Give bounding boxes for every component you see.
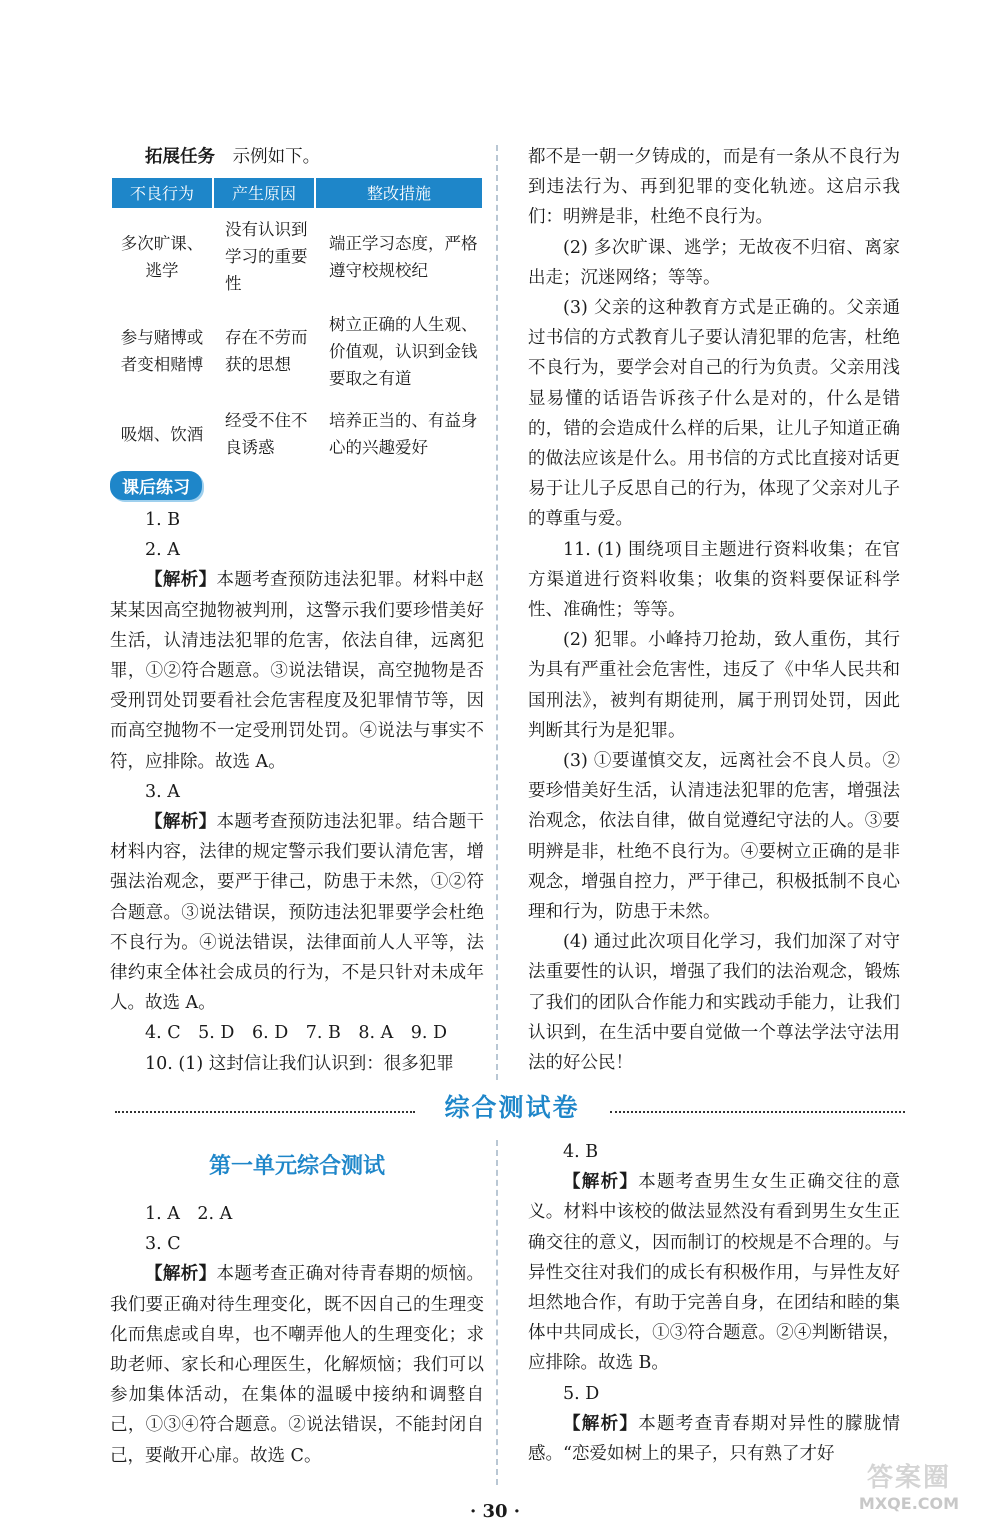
answer-paragraph: (4) 通过此次项目化学习，我们加深了对守法重要性的认识，增强了我们的法治观念，锻炼了我们的团队合作能力和实践动手能力，让我们认识到，在生活中要自觉做一个尊法学法守法用法的好公民！: [528, 932, 900, 1074]
analysis-label: 【解析】: [145, 1264, 217, 1285]
table-row: [111, 303, 483, 399]
table-cell: 经受不住不良诱惑: [225, 411, 308, 458]
table-cell: 端正学习态度，严格遵守校规校纪: [329, 233, 478, 280]
table-header-cell: 产生原因: [213, 177, 315, 209]
answer-paragraph: 11. (1) 围绕项目主题进行资料收集；在官方渠道进行资料收集；收集的资料要保证科学性、准确性；等等。: [528, 539, 900, 621]
task-label: 拓展任务: [145, 147, 215, 167]
page-number: · 30 ·: [469, 1501, 521, 1522]
right-column-bottom: [528, 1137, 900, 1469]
section-banner: [115, 1092, 905, 1126]
table-cell: 参与赌博或者变相赌博: [120, 328, 204, 375]
section-title: 综合测试卷: [444, 1093, 580, 1122]
unit-title: 第一单元综合测试: [208, 1154, 385, 1179]
analysis-label: 【解析】: [563, 1172, 639, 1193]
analysis-label: 【解析】: [145, 570, 217, 591]
answer-line: 3. C: [145, 1234, 181, 1255]
answer-line: 5. D: [563, 1383, 600, 1404]
analysis-text: 本题考查预防违法犯罪。结合题干材料内容，法律的规定警示我们要认清危害，增强法治观念，要严于律己，防患于未然，①②符合题意。③说法错误，预防违法犯罪要学会杜绝不良行为。④说法错误，法律面前人人平等，法律约束全体社会成员的行为，不是只针对未成年人。故选 A。: [110, 812, 485, 1014]
continued-paragraph: 都不是一朝一夕铸成的，而是有一条从不良行为到违法行为、再到犯罪的变化轨迹。这启示我们：明辨是非，杜绝不良行为。: [528, 147, 900, 228]
analysis-paragraph: [110, 1259, 484, 1470]
answer-paragraph: (3) ①要谨慎交友，远离社会不良人员。②要珍惜美好生活，认清违法犯罪的危害，增强法治观念，依法自律，做自觉遵纪守法的人。③要明辨是非，杜绝不良行为。④要树立正确的是非观念，增强自控力，严于律己，积极抵制不良心理和行为，防患于未然。: [528, 751, 900, 923]
analysis-paragraph: [528, 1167, 900, 1378]
answer-line: 1. A 2. A: [145, 1204, 233, 1224]
left-column-bottom: [110, 1199, 484, 1471]
dotted-rule-right: [610, 1111, 905, 1113]
answer-line: 2. A: [145, 540, 180, 561]
answer-line: 1. B: [145, 510, 181, 530]
answer-line: 3. A: [145, 781, 180, 802]
analysis-paragraph: [110, 807, 484, 1018]
left-column-top: [110, 142, 484, 469]
table-cell: 培养正当的、有益身心的兴趣爱好: [329, 411, 478, 458]
analysis-text: 本题考查男生女生正确交往的意义。材料中该校的做法显然没有看到男生女生正确交往的意义，因而制订的校规是不合理的。与异性交往对我们的成长有积极作用，与异性友好坦然地合作，有助于完善自身，在团结和睦的集体中共同成长，①③符合题意。②④判断错误，应排除。故选 B。: [528, 1172, 901, 1374]
analysis-label: 【解析】: [145, 812, 217, 833]
answer-paragraph: (2) 多次旷课、逃学；无故夜不归宿、离家出走；沉迷网络；等等。: [528, 237, 900, 288]
task-text: 示例如下。: [232, 147, 321, 167]
answer-line: 10. (1) 这封信让我们认识到：很多犯罪: [145, 1053, 454, 1074]
table-cell: 树立正确的人生观、价值观，认识到金钱要取之有道: [329, 314, 478, 388]
watermark-main: 答案圈: [866, 1463, 951, 1493]
task-line: [110, 142, 484, 172]
column-divider: [496, 145, 498, 1080]
table-cell: 吸烟、饮酒: [120, 424, 204, 444]
watermark-logo: [850, 1462, 968, 1526]
right-column-text: [528, 142, 900, 1078]
answer-line: 4. B: [563, 1142, 599, 1162]
answer-line: 4. C 5. D 6. D 7. B 8. A 9. D: [145, 1023, 448, 1044]
table-header-row: [111, 177, 483, 209]
column-divider: [496, 1140, 498, 1485]
analysis-paragraph: [110, 565, 484, 776]
table-cell: 存在不劳而获的思想: [225, 328, 308, 375]
table-row: [111, 209, 483, 303]
table-row: [111, 399, 483, 469]
table-cell: 多次旷课、逃学: [120, 233, 204, 280]
table-header-cell: 整改措施: [315, 177, 483, 209]
practice-badge: 课后练习: [110, 471, 202, 500]
answer-paragraph: (3) 父亲的这种教育方式是正确的。父亲通过书信的方式教育儿子要认清犯罪的危害，杜绝不良行为，要学会对自己的行为负责。父亲用浅显易懂的话语告诉孩子什么是对的，什么是错的，错的会造成什么样的后果，让儿子知道正确的做法应该是什么。用书信的方式比直接对话更易于让儿子反思自己的行为，体现了父亲对儿子的尊重与爱。: [528, 298, 900, 530]
answer-paragraph: (2) 犯罪。小峰持刀抢劫，致人重伤，其行为具有严重社会危害性，违反了《中华人民共和国刑法》，被判有期徒刑，属于刑罚处罚，因此判断其行为是犯罪。: [528, 630, 900, 741]
analysis-text: 本题考查正确对待青春期的烦恼。我们要正确对待生理变化，既不因自己的生理变化而焦虑或自卑，也不嘲弄他人的生理变化；求助老师、家长和心理医生，化解烦恼；我们可以参加集体活动，在集体的温暖中接纳和调整自己，①③④符合题意。②说法错误，不能封闭自己，要敞开心扉。故选 C。: [110, 1264, 485, 1466]
table-header-cell: 不良行为: [111, 177, 213, 209]
watermark-url: MXQE.COM: [858, 1494, 960, 1513]
analysis-text: 本题考查预防违法犯罪。材料中赵某某因高空抛物被判刑，这警示我们要珍惜美好生活，认清违法犯罪的危害，依法自律，远离犯罪，①②符合题意。③说法错误，高空抛物是否受刑罚处罚要看社会危害程度及犯罪情节等，因而高空抛物不一定受刑罚处罚。④说法与事实不符，应排除。故选 A。: [110, 570, 485, 772]
dotted-rule-left: [115, 1111, 415, 1113]
analysis-paragraph: [528, 1409, 900, 1469]
left-column-text: [110, 505, 484, 1079]
analysis-label: 【解析】: [563, 1413, 639, 1434]
analysis-text: 本题考查青春期对异性的朦胧情感。“恋爱如树上的果子，只有熟了才好: [528, 1413, 901, 1465]
table-cell: 没有认识到学习的重要性: [225, 220, 308, 294]
behavior-table: [110, 176, 484, 469]
